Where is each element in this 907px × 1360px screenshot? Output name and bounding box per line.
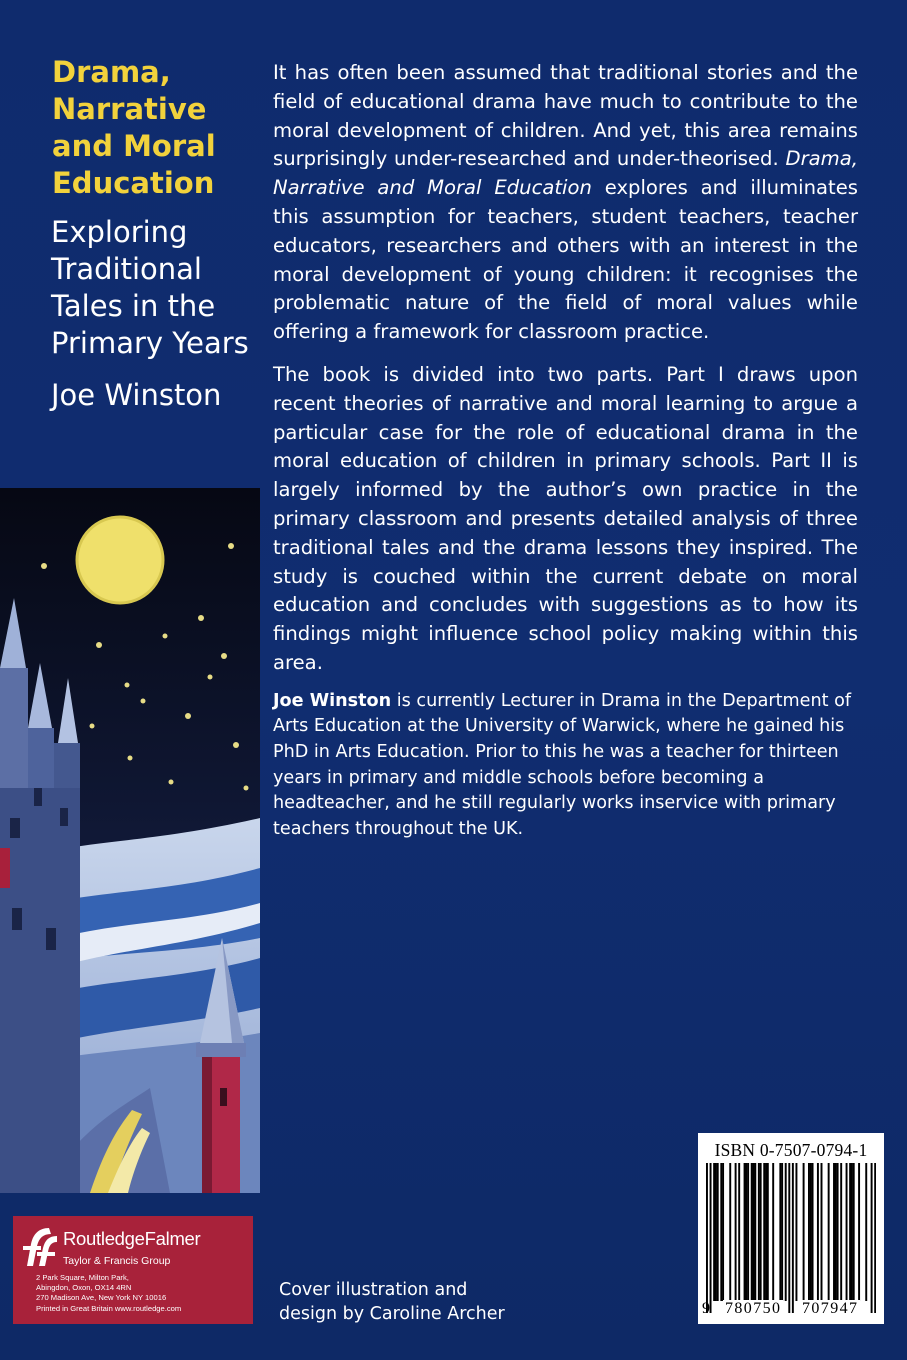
barcode-bar bbox=[785, 1163, 787, 1301]
barcode-bar bbox=[738, 1163, 740, 1301]
barcode-bar bbox=[767, 1163, 769, 1301]
barcode-bar bbox=[753, 1163, 755, 1301]
cover-credit: Cover illustration and design by Caroline Archer bbox=[279, 1280, 505, 1324]
publisher-group: Taylor & Francis Group bbox=[63, 1255, 171, 1267]
barcode-bar bbox=[745, 1163, 747, 1301]
barcode-bar bbox=[849, 1163, 851, 1301]
barcode-bar bbox=[754, 1163, 756, 1301]
barcode-bar bbox=[744, 1163, 746, 1301]
blurb-column bbox=[273, 59, 858, 842]
book-author: Joe Winston bbox=[51, 378, 222, 412]
publisher-name: RoutledgeFalmer bbox=[63, 1228, 201, 1249]
barcode-guard-bar bbox=[874, 1163, 876, 1313]
barcode-guard-bar bbox=[871, 1163, 873, 1313]
book-subtitle: Exploring Traditional Tales in the Primary Years bbox=[51, 215, 249, 360]
publisher-address: 2 Park Square, Milton Park, Abingdon, Oxon, OX14 4RN 270 Madison Ave, New York NY 10016 Printed in Great Britain www.routledge.com bbox=[36, 1273, 182, 1313]
barcode-guard-bar bbox=[788, 1163, 790, 1313]
barcode-bar bbox=[747, 1163, 749, 1301]
barcode-bar bbox=[715, 1163, 717, 1301]
blurb-p1-title-italic: Drama, Narrative and Moral Education bbox=[273, 147, 858, 200]
book-title: Drama, Narrative and Moral Education bbox=[52, 55, 216, 200]
barcode-bar bbox=[846, 1163, 848, 1301]
barcode-bar bbox=[772, 1163, 774, 1301]
ean-right-digits: 707947 bbox=[802, 1300, 859, 1317]
barcode-bar bbox=[837, 1163, 839, 1301]
ean-barcode bbox=[706, 1163, 876, 1313]
blurb-paragraph-1 bbox=[273, 59, 858, 347]
barcode-bar bbox=[828, 1163, 830, 1301]
author-bio bbox=[273, 689, 858, 843]
ean-first-digit: 9 bbox=[702, 1300, 710, 1317]
barcode-bar bbox=[817, 1163, 819, 1301]
barcode-bar bbox=[735, 1163, 737, 1301]
barcode-bar bbox=[853, 1163, 855, 1301]
author-bio-name: Joe Winston bbox=[273, 690, 392, 711]
barcode-guard-bar bbox=[792, 1163, 794, 1313]
barcode-bar bbox=[722, 1163, 724, 1301]
barcode-bar bbox=[765, 1163, 767, 1301]
barcode-bar bbox=[810, 1163, 812, 1301]
barcode-bar bbox=[760, 1163, 762, 1301]
isbn-barcode-box bbox=[698, 1133, 884, 1324]
ean-digits bbox=[702, 1300, 882, 1320]
night-castle-illustration bbox=[0, 488, 260, 1193]
barcode-bar bbox=[779, 1163, 781, 1301]
barcode-bar bbox=[858, 1163, 860, 1301]
barcode-bar bbox=[851, 1163, 853, 1301]
barcode-bar bbox=[840, 1163, 842, 1301]
barcode-bar bbox=[751, 1163, 753, 1301]
barcode-bar bbox=[763, 1163, 765, 1301]
barcode-bar bbox=[717, 1163, 719, 1301]
blurb-p1-end: explores and illuminates this assumption for teachers, student teachers, teacher educators, researchers and others with an interest in the moral development of young children: it recognises the problematic nature of the field of moral values while offering a framework for classroom practice. bbox=[273, 176, 858, 344]
blurb-p1-start: It has often been assumed that traditional stories and the field of educational drama have much to contribute to the moral development of children. And yet, this area remains surprisingly under-researched and under-theorised. bbox=[273, 61, 858, 171]
barcode-bar bbox=[803, 1163, 805, 1301]
barcode-bar bbox=[833, 1163, 835, 1301]
author-bio-text: is currently Lecturer in Drama in the Department of Arts Education at the University of Warwick, where he gained his PhD in Arts Education. Prior to this he was a teacher for thirteen years in primary and middle schools before becoming a headteacher, and he still regularly works inservice with primary teachers throughout the UK. bbox=[273, 690, 852, 839]
blurb-paragraph-2: The book is divided into two parts. Part I draws upon recent theories of narrative and moral learning to argue a particular case for the role of educational drama in the moral education of children in primary schools. Part II is largely informed by the author’s own practice in the primary classroom and presents detailed analysis of three traditional tales and the drama lessons they inspired. The study is couched within the current debate on moral education and concludes with suggestions as to how its findings might influence school policy making within this area. bbox=[273, 362, 858, 674]
barcode-bar bbox=[812, 1163, 814, 1301]
ean-left-digits: 780750 bbox=[725, 1300, 782, 1317]
barcode-bar bbox=[795, 1163, 797, 1301]
barcode-bar bbox=[758, 1163, 760, 1301]
barcode-bar bbox=[835, 1163, 837, 1301]
barcode-bar bbox=[821, 1163, 823, 1301]
barcode-bar bbox=[720, 1163, 722, 1301]
barcode-bar bbox=[781, 1163, 783, 1301]
isbn-label: ISBN 0-7507-0794-1 bbox=[714, 1140, 868, 1160]
barcode-bar bbox=[729, 1163, 731, 1301]
barcode-guard-bar bbox=[706, 1163, 708, 1313]
barcode-guard-bar bbox=[710, 1163, 712, 1313]
publisher-panel bbox=[13, 1216, 253, 1324]
barcode-bar bbox=[713, 1163, 715, 1301]
routledgefalmer-logo bbox=[21, 1222, 59, 1268]
barcode-bar bbox=[808, 1163, 810, 1301]
barcode-bar bbox=[865, 1163, 867, 1301]
